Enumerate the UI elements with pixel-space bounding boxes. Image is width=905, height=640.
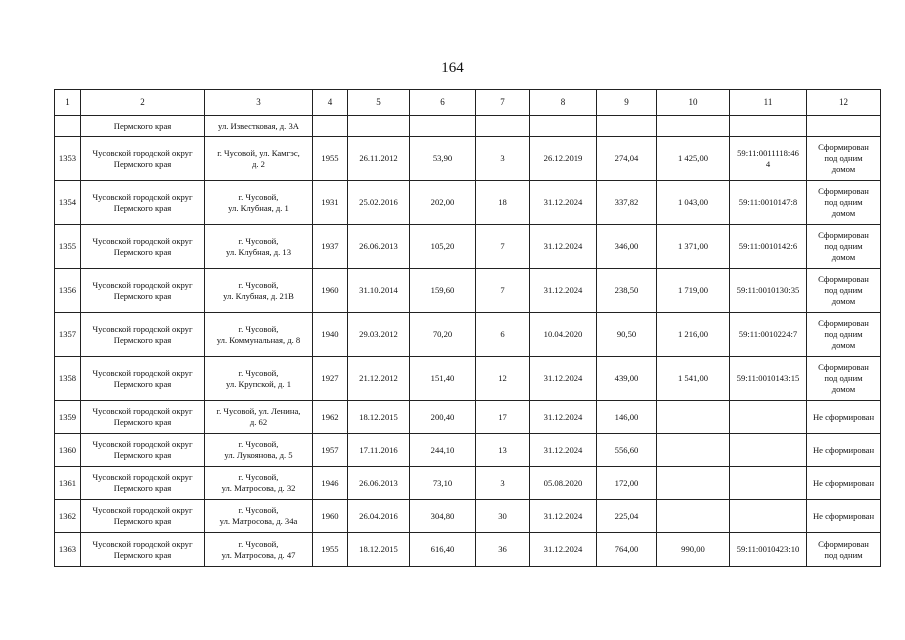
cadastral-cell: 59:11:0010142:6 bbox=[730, 225, 807, 269]
column-header: 12 bbox=[807, 90, 881, 116]
date-cell: 18.12.2015 bbox=[348, 533, 410, 567]
date-cell: 31.12.2024 bbox=[530, 533, 597, 567]
value-cell: 172,00 bbox=[597, 467, 657, 500]
area-cell: 202,00 bbox=[410, 181, 476, 225]
date-cell: 31.12.2024 bbox=[530, 500, 597, 533]
area-cell: 70,20 bbox=[410, 313, 476, 357]
status-cell: Сформирован под одним домом bbox=[807, 137, 881, 181]
cadastral-cell: 59:11:0010224:7 bbox=[730, 313, 807, 357]
year-cell: 1955 bbox=[313, 137, 348, 181]
column-header: 8 bbox=[530, 90, 597, 116]
amount-cell: 1 719,00 bbox=[657, 269, 730, 313]
cadastral-cell: 59:11:0010147:8 bbox=[730, 181, 807, 225]
municipality-cell: Чусовской городской округ Пермского края bbox=[81, 401, 205, 434]
year-cell: 1960 bbox=[313, 269, 348, 313]
date-cell: 31.12.2024 bbox=[530, 434, 597, 467]
column-header: 4 bbox=[313, 90, 348, 116]
date-cell: 31.12.2024 bbox=[530, 401, 597, 434]
cadastral-cell: 59:11:0011118:46 4 bbox=[730, 137, 807, 181]
cadastral-cell: 59:11:0010423:10 bbox=[730, 533, 807, 567]
address-cell: г. Чусовой, ул. Ленина, д. 62 bbox=[205, 401, 313, 434]
status-cell: Сформирован под одним домом bbox=[807, 269, 881, 313]
area-cell: 244,10 bbox=[410, 434, 476, 467]
address-cell: г. Чусовой, ул. Крупской, д. 1 bbox=[205, 357, 313, 401]
row-number-cell: 1362 bbox=[55, 500, 81, 533]
status-cell: Не сформирован bbox=[807, 434, 881, 467]
page-number: 164 bbox=[441, 60, 464, 76]
value-cell: 764,00 bbox=[597, 533, 657, 567]
date-cell: 25.02.2016 bbox=[348, 181, 410, 225]
date-cell: 05.08.2020 bbox=[530, 467, 597, 500]
table-row bbox=[55, 313, 881, 357]
date-cell: 17.11.2016 bbox=[348, 434, 410, 467]
date-cell: 26.06.2013 bbox=[348, 467, 410, 500]
address-cell: г. Чусовой, ул. Коммунальная, д. 8 bbox=[205, 313, 313, 357]
status-cell: Не сформирован bbox=[807, 467, 881, 500]
status-cell: Не сформирован bbox=[807, 401, 881, 434]
area-cell: 200,40 bbox=[410, 401, 476, 434]
amount-cell bbox=[657, 401, 730, 434]
date-cell: 26.12.2019 bbox=[530, 137, 597, 181]
date-cell: 21.12.2012 bbox=[348, 357, 410, 401]
count-cell: 3 bbox=[476, 467, 530, 500]
table-row bbox=[55, 467, 881, 500]
continuation-row bbox=[55, 116, 881, 137]
column-header: 1 bbox=[55, 90, 81, 116]
date-cell: 31.12.2024 bbox=[530, 357, 597, 401]
address-cell: г. Чусовой, ул. Клубная, д. 13 bbox=[205, 225, 313, 269]
municipality-cell: Чусовской городской округ Пермского края bbox=[81, 269, 205, 313]
address-cell: г. Чусовой, ул. Камгэс, д. 2 bbox=[205, 137, 313, 181]
address-cell: г. Чусовой, ул. Лукоянова, д. 5 bbox=[205, 434, 313, 467]
value-cell: 274,04 bbox=[597, 137, 657, 181]
cadastral-cell bbox=[730, 116, 807, 137]
value-cell: 90,50 bbox=[597, 313, 657, 357]
status-cell: Сформирован под одним домом bbox=[807, 181, 881, 225]
row-number-cell: 1354 bbox=[55, 181, 81, 225]
area-cell: 73,10 bbox=[410, 467, 476, 500]
value-cell: 337,82 bbox=[597, 181, 657, 225]
cadastral-cell: 59:11:0010130:35 bbox=[730, 269, 807, 313]
amount-cell: 990,00 bbox=[657, 533, 730, 567]
area-cell: 616,40 bbox=[410, 533, 476, 567]
row-number-cell: 1360 bbox=[55, 434, 81, 467]
year-cell: 1955 bbox=[313, 533, 348, 567]
count-cell: 7 bbox=[476, 269, 530, 313]
count-cell bbox=[476, 116, 530, 137]
count-cell: 3 bbox=[476, 137, 530, 181]
table-row bbox=[55, 181, 881, 225]
status-cell: Сформирован под одним домом bbox=[807, 225, 881, 269]
cadastral-cell bbox=[730, 467, 807, 500]
cadastral-cell bbox=[730, 500, 807, 533]
date-cell: 26.11.2012 bbox=[348, 137, 410, 181]
amount-cell: 1 043,00 bbox=[657, 181, 730, 225]
municipality-cell: Чусовской городской округ Пермского края bbox=[81, 357, 205, 401]
year-cell: 1931 bbox=[313, 181, 348, 225]
address-cell: г. Чусовой, ул. Матросова, д. 47 bbox=[205, 533, 313, 567]
amount-cell: 1 541,00 bbox=[657, 357, 730, 401]
amount-cell bbox=[657, 500, 730, 533]
address-cell: г. Чусовой, ул. Матросова, д. 34а bbox=[205, 500, 313, 533]
municipality-cell: Чусовской городской округ Пермского края bbox=[81, 434, 205, 467]
value-cell: 556,60 bbox=[597, 434, 657, 467]
value-cell: 346,00 bbox=[597, 225, 657, 269]
table-row bbox=[55, 401, 881, 434]
area-cell: 53,90 bbox=[410, 137, 476, 181]
column-header: 5 bbox=[348, 90, 410, 116]
value-cell bbox=[597, 116, 657, 137]
municipality-cell: Чусовской городской округ Пермского края bbox=[81, 181, 205, 225]
date-cell: 18.12.2015 bbox=[348, 401, 410, 434]
count-cell: 12 bbox=[476, 357, 530, 401]
count-cell: 36 bbox=[476, 533, 530, 567]
amount-cell: 1 216,00 bbox=[657, 313, 730, 357]
date-cell: 31.12.2024 bbox=[530, 181, 597, 225]
column-header: 3 bbox=[205, 90, 313, 116]
amount-cell bbox=[657, 116, 730, 137]
column-header: 2 bbox=[81, 90, 205, 116]
address-cell: г. Чусовой, ул. Клубная, д. 1 bbox=[205, 181, 313, 225]
count-cell: 6 bbox=[476, 313, 530, 357]
address-cell: ул. Известковая, д. 3А bbox=[205, 116, 313, 137]
municipality-cell: Чусовской городской округ Пермского края bbox=[81, 313, 205, 357]
municipality-cell: Пермского края bbox=[81, 116, 205, 137]
status-cell: Не сформирован bbox=[807, 500, 881, 533]
row-number-cell: 1358 bbox=[55, 357, 81, 401]
status-cell: Сформирован под одним домом bbox=[807, 357, 881, 401]
row-number-cell bbox=[55, 116, 81, 137]
date-cell: 10.04.2020 bbox=[530, 313, 597, 357]
area-cell: 159,60 bbox=[410, 269, 476, 313]
value-cell: 439,00 bbox=[597, 357, 657, 401]
year-cell: 1962 bbox=[313, 401, 348, 434]
municipality-cell: Чусовской городской округ Пермского края bbox=[81, 533, 205, 567]
row-number-cell: 1359 bbox=[55, 401, 81, 434]
amount-cell bbox=[657, 467, 730, 500]
count-cell: 7 bbox=[476, 225, 530, 269]
status-cell: Сформирован под одним домом bbox=[807, 313, 881, 357]
year-cell: 1940 bbox=[313, 313, 348, 357]
cadastral-cell: 59:11:0010143:15 bbox=[730, 357, 807, 401]
column-header: 10 bbox=[657, 90, 730, 116]
date-cell: 26.04.2016 bbox=[348, 500, 410, 533]
municipality-cell: Чусовской городской округ Пермского края bbox=[81, 500, 205, 533]
count-cell: 17 bbox=[476, 401, 530, 434]
area-cell: 105,20 bbox=[410, 225, 476, 269]
date-cell: 26.06.2013 bbox=[348, 225, 410, 269]
row-number-cell: 1353 bbox=[55, 137, 81, 181]
table-row bbox=[55, 357, 881, 401]
count-cell: 30 bbox=[476, 500, 530, 533]
date-cell bbox=[530, 116, 597, 137]
count-cell: 13 bbox=[476, 434, 530, 467]
area-cell bbox=[410, 116, 476, 137]
amount-cell bbox=[657, 434, 730, 467]
municipality-cell: Чусовской городской округ Пермского края bbox=[81, 137, 205, 181]
municipality-cell: Чусовской городской округ Пермского края bbox=[81, 467, 205, 500]
header-row bbox=[55, 90, 881, 116]
value-cell: 225,04 bbox=[597, 500, 657, 533]
row-number-cell: 1356 bbox=[55, 269, 81, 313]
column-header: 11 bbox=[730, 90, 807, 116]
row-number-cell: 1363 bbox=[55, 533, 81, 567]
year-cell: 1946 bbox=[313, 467, 348, 500]
cadastral-cell bbox=[730, 434, 807, 467]
column-header: 6 bbox=[410, 90, 476, 116]
date-cell bbox=[348, 116, 410, 137]
status-cell: Сформирован под одним bbox=[807, 533, 881, 567]
area-cell: 151,40 bbox=[410, 357, 476, 401]
value-cell: 146,00 bbox=[597, 401, 657, 434]
year-cell: 1927 bbox=[313, 357, 348, 401]
address-cell: г. Чусовой, ул. Матросова, д. 32 bbox=[205, 467, 313, 500]
address-cell: г. Чусовой, ул. Клубная, д. 21В bbox=[205, 269, 313, 313]
date-cell: 31.12.2024 bbox=[530, 269, 597, 313]
date-cell: 29.03.2012 bbox=[348, 313, 410, 357]
table-row bbox=[55, 500, 881, 533]
count-cell: 18 bbox=[476, 181, 530, 225]
table-row bbox=[55, 533, 881, 567]
row-number-cell: 1357 bbox=[55, 313, 81, 357]
cadastral-cell bbox=[730, 401, 807, 434]
table-row bbox=[55, 269, 881, 313]
amount-cell: 1 425,00 bbox=[657, 137, 730, 181]
date-cell: 31.12.2024 bbox=[530, 225, 597, 269]
year-cell bbox=[313, 116, 348, 137]
status-cell bbox=[807, 116, 881, 137]
table-row bbox=[55, 434, 881, 467]
housing-registry-table bbox=[54, 89, 881, 567]
column-header: 7 bbox=[476, 90, 530, 116]
row-number-cell: 1355 bbox=[55, 225, 81, 269]
area-cell: 304,80 bbox=[410, 500, 476, 533]
year-cell: 1960 bbox=[313, 500, 348, 533]
year-cell: 1957 bbox=[313, 434, 348, 467]
column-header: 9 bbox=[597, 90, 657, 116]
municipality-cell: Чусовской городской округ Пермского края bbox=[81, 225, 205, 269]
value-cell: 238,50 bbox=[597, 269, 657, 313]
row-number-cell: 1361 bbox=[55, 467, 81, 500]
date-cell: 31.10.2014 bbox=[348, 269, 410, 313]
amount-cell: 1 371,00 bbox=[657, 225, 730, 269]
table-row bbox=[55, 137, 881, 181]
year-cell: 1937 bbox=[313, 225, 348, 269]
table-row bbox=[55, 225, 881, 269]
